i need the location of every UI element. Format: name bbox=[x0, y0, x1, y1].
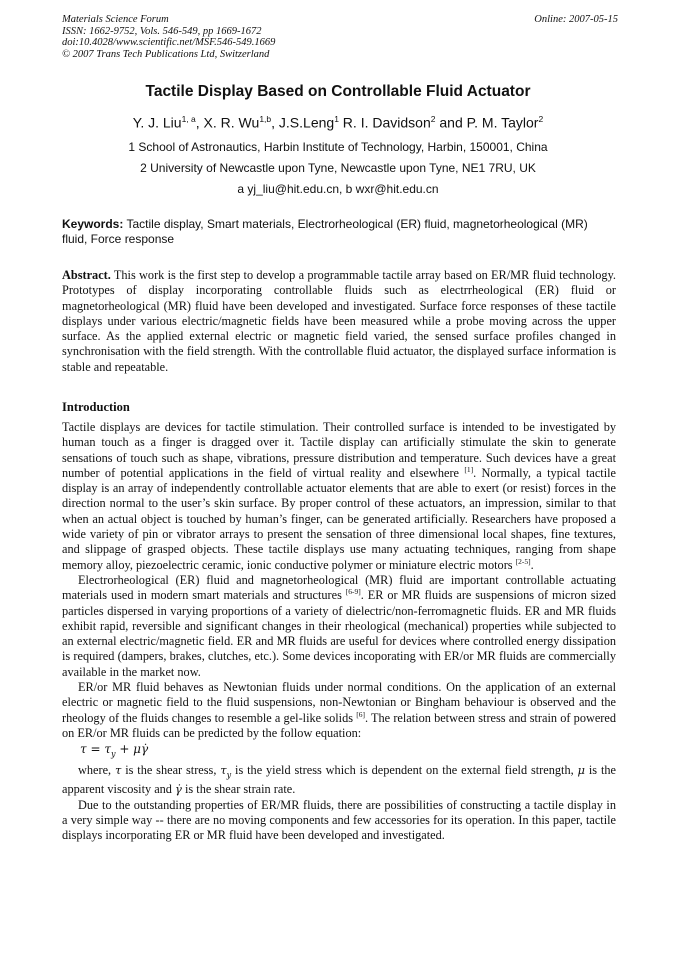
journal-name: Materials Science Forum bbox=[62, 14, 169, 25]
paragraph-text: is the shear stress, bbox=[121, 762, 221, 777]
paragraph: Due to the outstanding properties of ER/MR fluids, there are possibilities of constructing a tactile display in a very simple way -- there are no moving components and few accessories for its operation. In this paper, tactile displays incorporating ER or MR fluid have been developed and investigated. bbox=[62, 797, 616, 843]
equation-subscript: y bbox=[110, 749, 116, 759]
affiliation-1: 1 School of Astronautics, Harbin Institute of Technology, Harbin, 150001, China bbox=[128, 140, 548, 154]
equation-rhs: + μγ̇ bbox=[115, 742, 149, 757]
paragraph-text: is the yield stress which is dependent on the external field strength, bbox=[231, 762, 578, 777]
abstract-block bbox=[62, 268, 616, 375]
author-affiliation-mark: 1,b bbox=[259, 114, 272, 124]
paragraph-text: . bbox=[530, 557, 534, 572]
symbol-gamma-dot: γ̇ bbox=[175, 782, 182, 797]
author-name: R. I. Davidson bbox=[338, 114, 431, 131]
citation: [1] bbox=[464, 464, 474, 474]
section-heading-introduction: Introduction bbox=[62, 400, 130, 414]
paragraph-text: where, bbox=[78, 762, 115, 777]
equation-lhs: τ = τ bbox=[80, 742, 111, 757]
author-name: and P. M. Taylor bbox=[435, 114, 539, 131]
citation: [6-9] bbox=[345, 587, 361, 597]
keywords-block bbox=[62, 217, 616, 247]
journal-header bbox=[62, 14, 618, 60]
author-name: , X. R. Wu bbox=[195, 114, 260, 131]
copyright-line: © 2007 Trans Tech Publications Ltd, Switzerland bbox=[62, 48, 270, 60]
paragraph-text: is the shear strain rate. bbox=[181, 782, 296, 797]
symbol-tau: τ bbox=[114, 762, 122, 777]
paragraph-text: ER/or MR fluid behaves as Newtonian fluids under normal conditions. On the application of an external electric or magnetic field to the fluid suspensions, non-Newtonian or Bingham behaviour is observed and the rheology of the fluids changes to resemble a gel-like solids bbox=[62, 680, 616, 725]
paragraph-text: is the apparent viscosity and bbox=[62, 762, 616, 797]
abstract-text: This work is the first step to develop a programmable tactile array based on ER/MR fluid technology. Prototypes of display incorporating controllable fluids such as electrrheological (ER) fluid or magnetorheological (MR) fluid have been developed and investigated. Surface force responses of these tactile displays under various electric/magnetic fields have been measured while a probe moving across the upper surface. As the applied external electric or magnetic field varied, the sensed surface profiles changed in synchronisation with the field strength. With the controllable fluid actuator, the displayed surface information is stable and repeatable. bbox=[62, 268, 616, 374]
introduction-body bbox=[62, 420, 616, 844]
paragraph bbox=[62, 573, 616, 680]
symbol-subscript: y bbox=[226, 770, 232, 780]
author-list bbox=[62, 114, 614, 131]
paragraph bbox=[62, 420, 616, 573]
paragraph-text: . ER or MR fluids are suspensions of micron sized particles dispersed in varying proportions of a variety of dielectric/non-ferromagnetic fluids. ER and MR fluids exhibit rapid, reversible and significant changes in their rheological (mechanical) properties while subjected to an external electric/magnetic field. ER and MR fluids are useful for devices where controlled energy dissipation is required (dampers, brakes, clutches, etc.). Some devices incoporating with ER/or MR fluids are commercially available in the market now. bbox=[62, 588, 617, 679]
paragraph-text: Tactile displays are devices for tactile stimulation. Their controlled surface is intended to be investigated by human touch as a finger is dragged over it. Tactile display can artificially stimulate the skin to generate sensations of touch such as shape, vibrations, pressure distribution and temperature. Such devices have a great number of potential applications in the field of virtual reality and elsewhere bbox=[62, 420, 616, 480]
author-affiliation-mark: 2 bbox=[430, 114, 436, 124]
keywords-text: Tactile display, Smart materials, Electrorheological (ER) fluid, magnetorheological (MR) fluid, Force response bbox=[62, 217, 588, 246]
author-name: Y. J. Liu bbox=[132, 114, 182, 131]
equation bbox=[62, 741, 616, 762]
affiliation-2: 2 University of Newcastle upon Tyne, Newcastle upon Tyne, NE1 7RU, UK bbox=[140, 161, 536, 175]
paragraph-text: . Normally, a typical tactile display is an array of independently controllable actuator elements that are able to exert (or resist) forces in the direction normal to the user’s skin surface. By proper control of these actuators, an impression, similar to that when an actual object is touched by human’s finger, can be generated artificially. Researchers have proposed a wide variety of pin or vibrator arrays to present the sensation of three dimensional local shapes, fine textures, and slippage of grasped objects. These tactile displays use many actuating techniques, ranging from shape memory alloy, piezoelectric ceramic, ionic conductive polymer or miniature electric motors bbox=[62, 465, 616, 572]
author-affiliation-mark: 2 bbox=[538, 114, 544, 124]
author-affiliation-mark: 1, a bbox=[181, 114, 196, 124]
keywords-label: Keywords: bbox=[62, 217, 124, 231]
symbol-tau-y: τ bbox=[220, 762, 227, 777]
doi-line: doi:10.4028/www.scientific.net/MSF.546-549.1669 bbox=[62, 37, 276, 48]
online-date: Online: 2007-05-15 bbox=[534, 14, 618, 25]
paper-title: Tactile Display Based on Controllable Fluid Actuator bbox=[145, 83, 531, 100]
paragraph bbox=[62, 680, 616, 741]
author-emails: a yj_liu@hit.edu.cn, b wxr@hit.edu.cn bbox=[237, 182, 439, 196]
symbol-mu: μ bbox=[577, 762, 586, 777]
citation: [6] bbox=[356, 709, 365, 719]
paragraph-text: . The relation between stress and strain of powered on ER/or MR fluids can be predicted by the follow equation: bbox=[62, 710, 617, 740]
citation: [2-5] bbox=[515, 556, 531, 566]
paragraph-text: Electrorheological (ER) fluid and magnetorheological (MR) fluid are important controllable actuating materials used in modern smart materials and structures bbox=[62, 572, 616, 603]
issn-line: ISSN: 1662-9752, Vols. 546-549, pp 1669-1672 bbox=[62, 25, 262, 37]
abstract-label: Abstract. bbox=[62, 268, 111, 282]
author-name: , J.S.Leng bbox=[271, 114, 335, 131]
author-affiliation-mark: 1 bbox=[334, 114, 339, 124]
paragraph bbox=[62, 763, 616, 798]
